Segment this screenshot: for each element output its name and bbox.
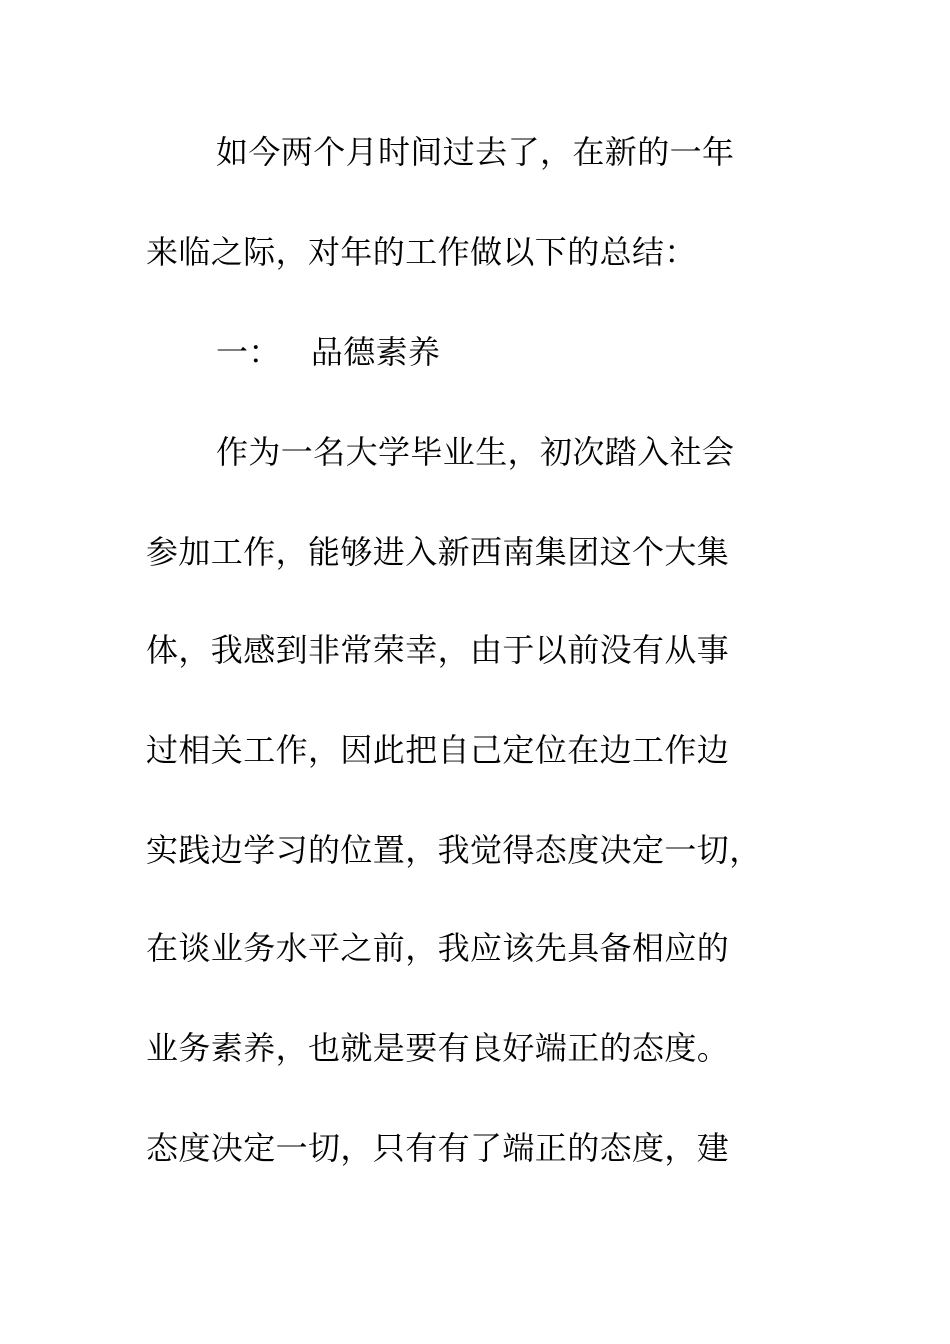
paragraph-line: 实践边学习的位置，我觉得态度决定一切， xyxy=(146,831,762,869)
paragraph-line: 如今两个月时间过去了，在新的一年 xyxy=(216,133,735,171)
paragraph-line: 参加工作，能够进入新西南集团这个大集 xyxy=(146,533,730,571)
paragraph-line: 过相关工作，因此把自己定位在边工作边 xyxy=(146,731,730,769)
paragraph-line: 态度决定一切，只有有了端正的态度，建 xyxy=(146,1129,730,1167)
section-number: 一： xyxy=(216,333,281,371)
paragraph-line: 业务素养，也就是要有良好端正的态度。 xyxy=(146,1029,730,1067)
paragraph-line: 作为一名大学毕业生，初次踏入社会 xyxy=(216,433,735,471)
section-heading xyxy=(216,322,440,382)
paragraph-line: 体，我感到非常荣幸，由于以前没有从事 xyxy=(146,631,730,669)
section-title: 品德素养 xyxy=(310,333,441,371)
paragraph-line: 来临之际，对年的工作做以下的总结： xyxy=(146,233,697,271)
paragraph-line: 在谈业务水平之前，我应该先具备相应的 xyxy=(146,929,730,967)
